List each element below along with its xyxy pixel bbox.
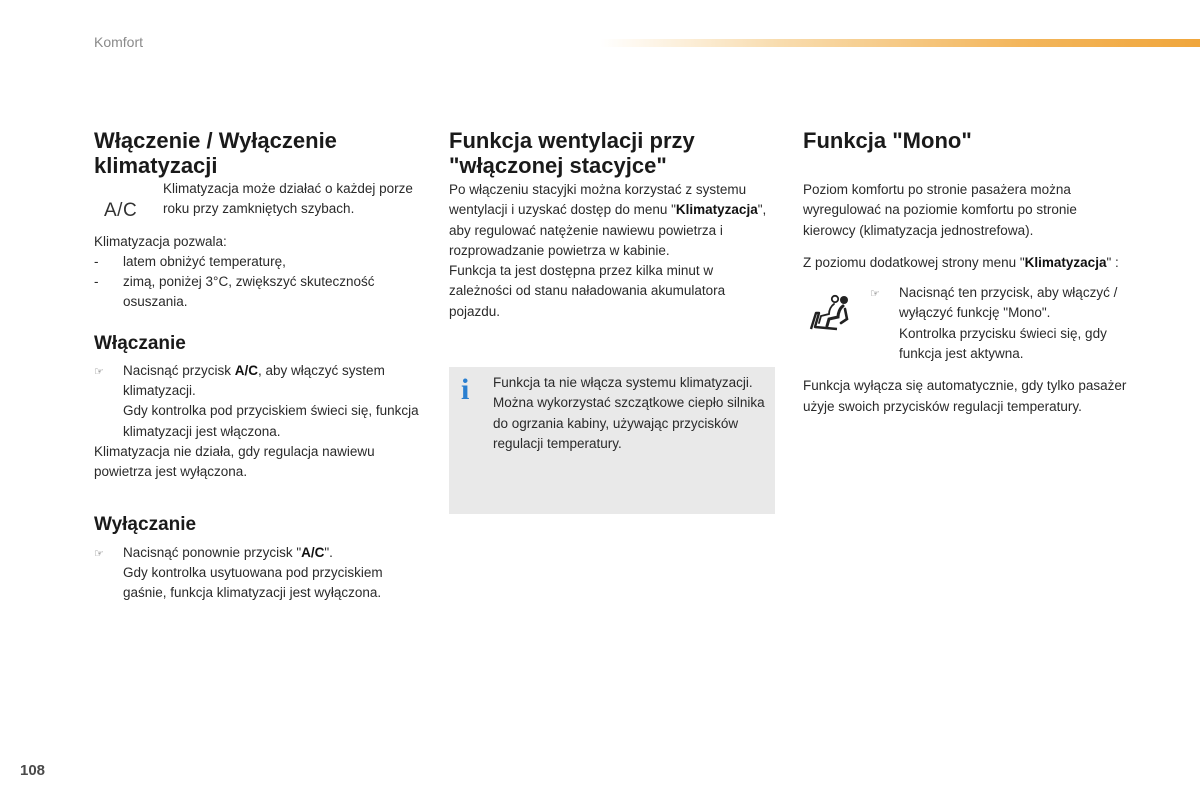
dash-bullet: - bbox=[94, 274, 99, 290]
page-number: 108 bbox=[20, 762, 46, 779]
ac-key-label: A/C bbox=[234, 362, 259, 378]
mono-steps bbox=[870, 283, 1133, 364]
list-item: - latem obniżyć temperaturę, bbox=[94, 252, 424, 272]
mono-note: Kontrolka przycisku świeci się, gdy funkcja jest aktywna. bbox=[899, 325, 1107, 362]
ac-section-title: Włączenie / Wyłączenie klimatyzacji bbox=[94, 128, 337, 178]
ac-description: Klimatyzacja może działać o każdej porze roku przy zamkniętych szybach. bbox=[163, 181, 413, 217]
dash-bullet: - bbox=[94, 253, 99, 269]
mono-paragraph-1: Poziom komfortu po stronie pasażera można wyregulować na poziomie komfortu po stronie kierowcy (klimatyzacja jednostrefowa). bbox=[803, 182, 1077, 238]
switch-on-paragraph: Klimatyzacja nie działa, gdy regulacja nawiewu powietrza jest wyłączona. bbox=[94, 443, 375, 480]
ventilation-paragraph-1: Po włączeniu stacyjki można korzystać z systemu wentylacji i uzyskać dostęp do menu "Klimatyzacja", aby regulować natężenie nawiewu powietrza i rozprowadzanie powietrza w kabinie. bbox=[449, 182, 767, 258]
switch-on-note: Gdy kontrolka pod przyciskiem świeci się, funkcja klimatyzacji jest włączona. bbox=[123, 403, 419, 439]
switch-off-note: Gdy kontrolka usytuowana pod przyciskiem gaśnie, funkcja klimatyzacji jest wyłączona. bbox=[123, 564, 383, 601]
ac-benefits-list bbox=[94, 252, 424, 313]
pointing-hand-icon: ☞ bbox=[94, 547, 104, 560]
list-item: ☞ Nacisnąć ten przycisk, aby włączyć / wyłączyć funkcję "Mono". Kontrolka przycisku świeci się, gdy funkcja jest aktywna. bbox=[870, 285, 1118, 362]
section-label: Komfort bbox=[94, 34, 144, 50]
info-icon: i bbox=[461, 373, 470, 406]
column-ac bbox=[94, 128, 424, 603]
switch-off-steps bbox=[94, 543, 424, 604]
mono-seat-icon bbox=[807, 293, 853, 333]
mono-paragraph-2: Z poziomu dodatkowej strony menu "Klimatyzacja" : bbox=[803, 254, 1119, 270]
info-text-2: Można wykorzystać szczątkowe ciepło silnika do ogrzania kabiny, używając przycisków regulacji temperatury. bbox=[493, 395, 765, 451]
ac-button-icon: A/C bbox=[104, 200, 138, 221]
ac-key-label: A/C bbox=[301, 544, 325, 560]
pointing-hand-icon: ☞ bbox=[870, 288, 880, 301]
mono-section-title: Funkcja "Mono" bbox=[803, 128, 972, 153]
switch-on-heading: Włączanie bbox=[94, 332, 186, 354]
switch-off-heading: Wyłączanie bbox=[94, 513, 197, 535]
info-text: Funkcja ta nie włącza systemu klimatyzacji. bbox=[493, 375, 753, 390]
info-content bbox=[493, 373, 768, 454]
switch-on-steps bbox=[94, 361, 424, 442]
info-box bbox=[449, 367, 775, 514]
ventilation-section-title: Funkcja wentylacji przy "włączonej stacyjce" bbox=[449, 128, 695, 178]
list-item: ☞ Nacisnąć przycisk A/C, aby włączyć system klimatyzacji. Gdy kontrolka pod przyciskiem świeci się, funkcja klimatyzacji jest włączona. bbox=[94, 362, 419, 439]
pointing-hand-icon: ☞ bbox=[94, 365, 104, 378]
header-accent-bar bbox=[600, 39, 1200, 47]
list-item: ☞ Nacisnąć ponownie przycisk "A/C". Gdy kontrolka usytuowana pod przyciskiem gaśnie, funkcja klimatyzacji jest wyłączona. bbox=[94, 544, 383, 601]
mono-paragraph-3: Funkcja wyłącza się automatycznie, gdy tylko pasażer użyje swoich przycisków regulacji temperatury. bbox=[803, 378, 1127, 414]
column-mono bbox=[803, 128, 1133, 417]
column-ventilation bbox=[449, 128, 779, 322]
ac-intro: Klimatyzacja pozwala: bbox=[94, 233, 227, 249]
list-item: - zimą, poniżej 3°C, zwiększyć skuteczność osuszania. bbox=[94, 274, 375, 310]
mono-button-block bbox=[803, 283, 1133, 364]
ventilation-paragraph-2: Funkcja ta jest dostępna przez kilka minut w zależności od stanu naładowania akumulatora pojazdu. bbox=[449, 263, 726, 319]
ac-intro-block bbox=[94, 179, 424, 220]
